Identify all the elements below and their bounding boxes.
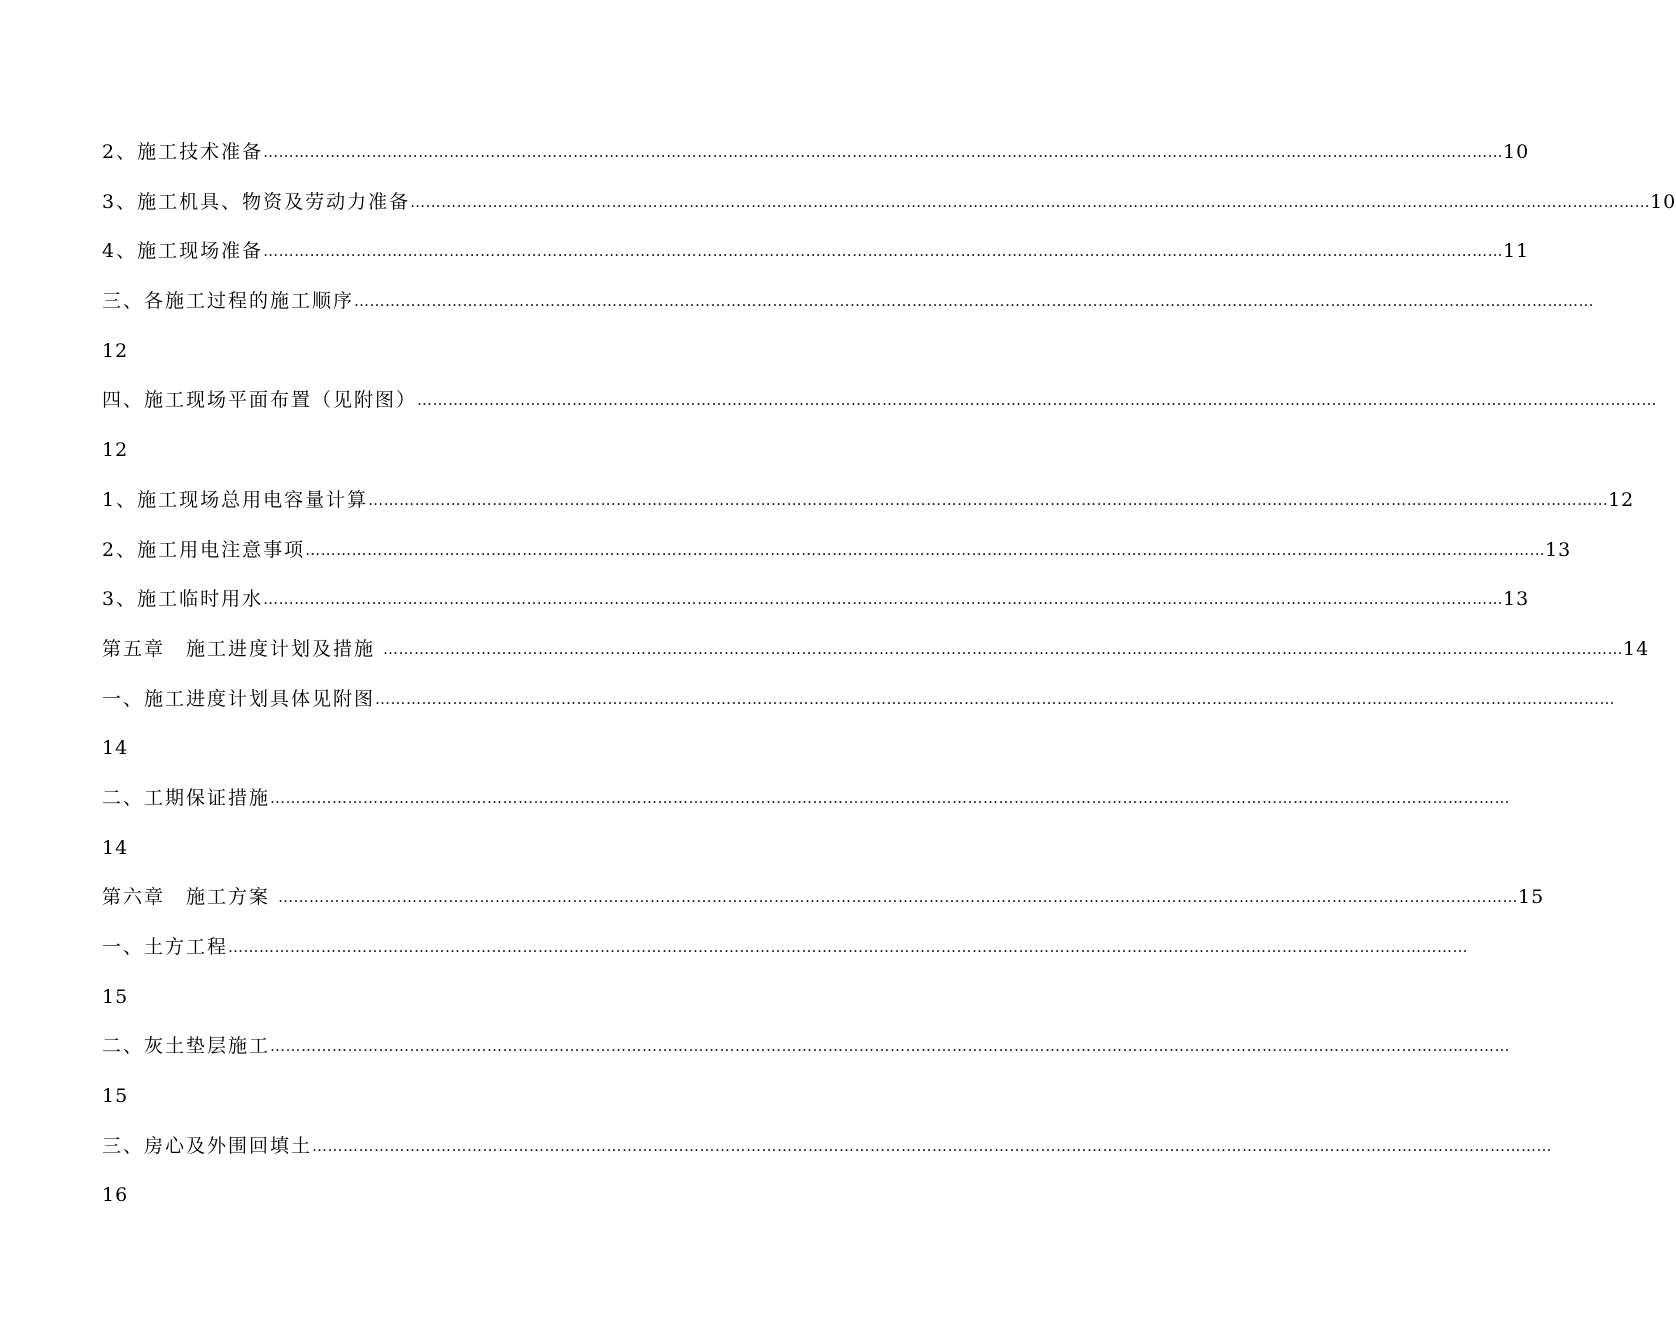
toc-entry-title: 1、施工现场总用电容量计算	[102, 488, 369, 511]
toc-dot-leader: ……………………………………………………………………………………………………………………………………………………………………………………………………………………	[305, 540, 1546, 559]
toc-page-number: 15	[102, 985, 129, 1008]
toc-entry-title: 二、工期保证措施	[102, 786, 271, 809]
toc-dot-leader: ……………………………………………………………………………………………………………………………………………………………………………………………………………………	[228, 938, 1469, 956]
toc-dot-leader: ……………………………………………………………………………………………………………………………………………………………………………………………………………………	[270, 788, 1511, 807]
toc-page-number: 16	[102, 1184, 129, 1207]
toc-entry	[102, 526, 1572, 576]
toc-page-number: 10	[1503, 141, 1530, 163]
toc-entry	[102, 575, 1530, 625]
toc-page-number-line	[102, 724, 848, 774]
toc-entry-title: 2、施工用电注意事项	[102, 538, 306, 561]
toc-page-number: 15	[102, 1085, 129, 1108]
toc-entry	[102, 376, 1658, 426]
toc-page-number: 13	[1503, 588, 1530, 611]
toc-entry	[102, 476, 1635, 526]
toc-page-number: 10	[1650, 190, 1676, 213]
toc-entry	[102, 675, 1616, 725]
toc-dot-leader: ……………………………………………………………………………………………………………………………………………………………………………………………………………………	[312, 1136, 1553, 1155]
toc-dot-leader: ……………………………………………………………………………………………………………………………………………………………………………………………………………………	[263, 242, 1504, 261]
toc-dot-leader: ……………………………………………………………………………………………………………………………………………………………………………………………………………………	[368, 490, 1609, 509]
toc-entry	[102, 923, 1469, 973]
toc-page-number: 11	[1503, 240, 1530, 263]
toc-page-number-line	[102, 973, 848, 1023]
toc-dot-leader: ……………………………………………………………………………………………………………………………………………………………………………………………………………………	[354, 292, 1595, 311]
toc-entry-title: 四、施工现场平面布置（见附图）	[102, 389, 418, 412]
toc-entry-title: 4、施工现场准备	[102, 240, 264, 263]
toc-page-number-line	[102, 1171, 848, 1221]
toc-page-number-line	[102, 327, 848, 377]
toc-page-number: 15	[1518, 886, 1545, 909]
toc-entry	[102, 1022, 1511, 1072]
toc-page-number: 13	[1545, 538, 1572, 561]
toc-entry	[102, 873, 1545, 923]
toc-entry-title: 2、施工技术准备	[102, 141, 264, 163]
toc-page-number: 14	[102, 737, 129, 760]
toc-dot-leader: ……………………………………………………………………………………………………………………………………………………………………………………………………………………	[410, 192, 1651, 211]
toc-entry-title: 第五章 施工进度计划及措施	[102, 637, 384, 660]
toc-dot-leader: ……………………………………………………………………………………………………………………………………………………………………………………………………………………	[270, 1037, 1511, 1056]
toc-entry-title: 3、施工机具、物资及劳动力准备	[102, 190, 411, 213]
toc-entry	[102, 128, 1530, 178]
toc-page-number: 12	[102, 339, 129, 362]
toc-entry-title: 一、土方工程	[102, 936, 229, 958]
toc-entry	[102, 625, 1650, 675]
toc-page-number-line	[102, 426, 848, 476]
toc-page-number: 14	[102, 836, 129, 859]
table-of-contents	[102, 128, 1676, 1221]
toc-dot-leader: ……………………………………………………………………………………………………………………………………………………………………………………………………………………	[263, 590, 1504, 609]
toc-entry-title: 3、施工临时用水	[102, 588, 264, 611]
toc-dot-leader: ……………………………………………………………………………………………………………………………………………………………………………………………………………………	[263, 143, 1504, 161]
toc-entry	[102, 774, 1511, 824]
toc-entry	[102, 227, 1530, 277]
toc-entry-title: 一、施工进度计划具体见附图	[102, 687, 376, 710]
toc-entry	[102, 1122, 1553, 1172]
toc-entry	[102, 277, 1595, 327]
toc-entry	[102, 178, 1676, 228]
toc-dot-leader: ……………………………………………………………………………………………………………………………………………………………………………………………………………………	[383, 639, 1624, 658]
toc-dot-leader: ……………………………………………………………………………………………………………………………………………………………………………………………………………………	[278, 888, 1519, 907]
toc-entry-title: 第六章 施工方案	[102, 886, 279, 909]
toc-entry-title: 三、各施工过程的施工顺序	[102, 290, 355, 313]
toc-entry-title: 三、房心及外围回填土	[102, 1134, 313, 1157]
toc-dot-leader: ……………………………………………………………………………………………………………………………………………………………………………………………………………………	[417, 391, 1658, 410]
toc-page-number: 14	[1623, 637, 1650, 660]
toc-entry-title: 二、灰土垫层施工	[102, 1035, 271, 1058]
toc-page-number: 12	[1608, 488, 1635, 511]
toc-page-number: 12	[102, 439, 129, 462]
toc-page-number-line	[102, 824, 848, 874]
toc-page-number-line	[102, 1072, 848, 1122]
toc-dot-leader: ……………………………………………………………………………………………………………………………………………………………………………………………………………………	[375, 689, 1616, 708]
